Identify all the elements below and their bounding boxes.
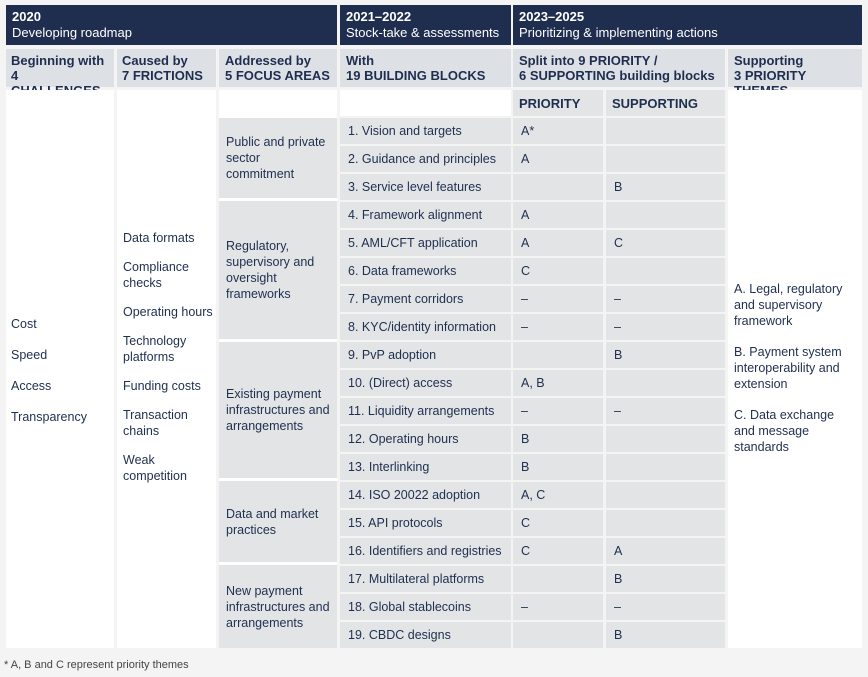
priority-value [513, 342, 603, 368]
priority-value: C [513, 510, 603, 536]
priority-value [513, 566, 603, 592]
subheader-building-blocks [340, 49, 511, 87]
friction-item: Data formats [123, 231, 195, 245]
challenge-item: Access [11, 379, 52, 393]
blocks-top-strip [340, 90, 511, 116]
building-block-name: 2. Guidance and principles [340, 146, 511, 172]
subheader-line: 19 BUILDING BLOCKS [346, 68, 486, 83]
building-block-name: 14. ISO 20022 adoption [340, 482, 511, 508]
building-block-name: 18. Global stablecoins [340, 594, 511, 620]
supporting-value [606, 118, 725, 144]
subheader-line: 4 [11, 68, 19, 83]
building-block-name: 8. KYC/identity information [340, 314, 511, 340]
building-block-name: 19. CBDC designs [340, 622, 511, 648]
subheader-line: 7 FRICTIONS [122, 68, 203, 83]
supporting-value [606, 482, 725, 508]
priority-value: – [513, 398, 603, 424]
header-title: Stock-take & assessments [346, 25, 500, 40]
theme-item: B. Payment system interoperability and extension [734, 345, 842, 391]
priority-value: – [513, 314, 603, 340]
priority-value [513, 622, 603, 648]
priority-value: A, B [513, 370, 603, 396]
supporting-value: C [606, 230, 725, 256]
priority-value [513, 174, 603, 200]
friction-item: Weak competition [123, 453, 187, 483]
supporting-column-label: SUPPORTING [606, 90, 725, 116]
subheader-line: With [346, 53, 375, 68]
focus-area-label: Existing payment infrastructures and arrangements [226, 387, 330, 433]
building-block-name: 17. Multilateral platforms [340, 566, 511, 592]
building-block-name: 5. AML/CFT application [340, 230, 511, 256]
building-block-name: 16. Identifiers and registries [340, 538, 511, 564]
subheader-line: Beginning with [11, 53, 105, 68]
focus-area-new-infra [219, 565, 337, 648]
subheader-split [513, 49, 725, 87]
theme-item: A. Legal, regulatory and supervisory framework [734, 282, 843, 328]
building-block-name: 3. Service level features [340, 174, 511, 200]
header-title: Developing roadmap [12, 25, 132, 40]
supporting-value [606, 370, 725, 396]
supporting-value [606, 202, 725, 228]
friction-item: Funding costs [123, 379, 201, 393]
supporting-value [606, 426, 725, 452]
supporting-value: B [606, 342, 725, 368]
supporting-value: A [606, 538, 725, 564]
friction-item: Transaction chains [123, 408, 188, 438]
subheader-line: 5 FOCUS AREAS [225, 68, 330, 83]
subheader-challenges [6, 49, 114, 87]
header-year: 2020 [12, 9, 41, 24]
focus-area-existing-infra [219, 342, 337, 478]
subheader-line: Caused by [122, 53, 188, 68]
supporting-value: B [606, 622, 725, 648]
header-year: 2021–2022 [346, 9, 412, 24]
priority-value: A [513, 230, 603, 256]
subheader-focus-areas [219, 49, 337, 87]
supporting-value: – [606, 398, 725, 424]
header-prioritizing [513, 5, 862, 45]
focus-area-label: New payment infrastructures and arrangements [226, 583, 330, 630]
building-block-name: 6. Data frameworks [340, 258, 511, 284]
header-year: 2023–2025 [519, 9, 585, 24]
priority-value: C [513, 258, 603, 284]
priority-value: C [513, 538, 603, 564]
challenge-item: Speed [11, 348, 48, 362]
focus-area-label: Data and market practices [226, 506, 319, 537]
friction-item: Operating hours [123, 305, 213, 319]
friction-item: Technology platforms [123, 334, 187, 364]
supporting-value: – [606, 286, 725, 312]
subheader-themes [728, 49, 862, 87]
priority-value: – [513, 286, 603, 312]
supporting-value [606, 454, 725, 480]
subheader-line: Addressed by [225, 53, 311, 68]
supporting-value: B [606, 174, 725, 200]
priority-value: A [513, 146, 603, 172]
supporting-value: – [606, 314, 725, 340]
focus-area-label: Public and private sector commitment [226, 135, 326, 181]
supporting-value: – [606, 594, 725, 620]
subheader-line: 3 PRIORITY [734, 68, 807, 83]
priority-value: B [513, 454, 603, 480]
priority-value: A* [513, 118, 603, 144]
footnote: * A, B and C represent priority themes [4, 659, 189, 671]
building-block-name: 7. Payment corridors [340, 286, 511, 312]
theme-item: C. Data exchange and message standards [734, 408, 835, 454]
subheader-frictions [117, 49, 216, 87]
priority-value: A [513, 202, 603, 228]
priority-value: A, C [513, 482, 603, 508]
challenge-item: Cost [11, 317, 37, 331]
themes-column [728, 90, 862, 648]
building-block-name: 15. API protocols [340, 510, 511, 536]
building-block-name: 13. Interlinking [340, 454, 511, 480]
header-title: Prioritizing & implementing actions [519, 25, 718, 40]
focus-area-regulatory [219, 201, 337, 339]
priority-value: B [513, 426, 603, 452]
challenge-item: Transparency [11, 410, 87, 424]
challenges-column [6, 90, 114, 648]
focus-area-data-practices [219, 481, 337, 562]
building-block-name: 9. PvP adoption [340, 342, 511, 368]
priority-value: – [513, 594, 603, 620]
building-block-name: 11. Liquidity arrangements [340, 398, 511, 424]
priority-column-label: PRIORITY [513, 90, 603, 116]
supporting-value: B [606, 566, 725, 592]
header-stocktake [340, 5, 511, 45]
subheader-line: 6 SUPPORTING building blocks [519, 68, 715, 83]
supporting-value [606, 146, 725, 172]
building-block-name: 4. Framework alignment [340, 202, 511, 228]
building-block-name: 10. (Direct) access [340, 370, 511, 396]
subheader-line: Supporting [734, 53, 804, 68]
supporting-value [606, 258, 725, 284]
building-block-name: 12. Operating hours [340, 426, 511, 452]
subheader-line: Split into 9 PRIORITY / [519, 53, 658, 68]
frictions-column [117, 90, 216, 648]
building-block-name: 1. Vision and targets [340, 118, 511, 144]
focus-area-commitment [219, 118, 337, 198]
friction-item: Compliance checks [123, 260, 190, 290]
supporting-value [606, 510, 725, 536]
header-roadmap [6, 5, 337, 45]
focus-area-label: Regulatory, supervisory and oversight frameworks [226, 239, 315, 301]
